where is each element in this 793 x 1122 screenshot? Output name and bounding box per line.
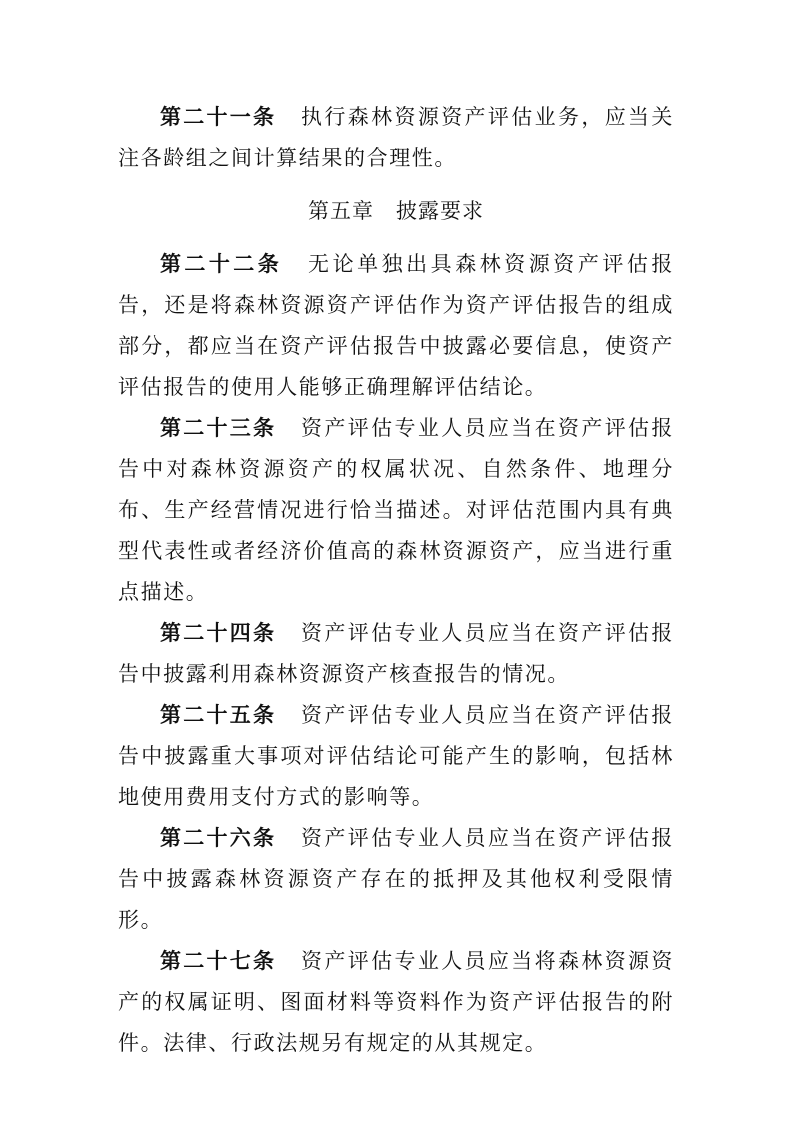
- article-text: 资产评估专业人员应当在资产评估报告中披露森林资源资产存在的抵押及其他权利受限情形。: [118, 826, 675, 932]
- article-26: [118, 818, 674, 941]
- article-text: 资产评估专业人员应当在资产评估报告中披露重大事项对评估结论可能产生的影响，包括林地使用费用支付方式的影响等。: [118, 703, 675, 809]
- chapter-heading: [118, 191, 674, 232]
- article-text: 资产评估专业人员应当在资产评估报告中对森林资源资产的权属状况、自然条件、地理分布、生产经营情况进行恰当描述。对评估范围内具有典型代表性或者经济价值高的森林资源资产，应当进行重点描述。: [118, 416, 675, 604]
- article-23: [118, 408, 674, 613]
- document-page: [118, 97, 674, 1064]
- article-25: [118, 695, 674, 818]
- article-number: 第二十七条: [160, 949, 277, 973]
- chapter-number: 第五章: [308, 199, 374, 223]
- article-text: 执行森林资源资产评估业务，应当关注各龄组之间计算结果的合理性。: [118, 105, 675, 170]
- article-number: 第二十五条: [160, 703, 277, 727]
- article-text: 无论单独出具森林资源资产评估报告，还是将森林资源资产评估作为资产评估报告的组成部分，都应当在资产评估报告中披露必要信息，使资产评估报告的使用人能够正确理解评估结论。: [118, 252, 674, 399]
- article-24: [118, 613, 674, 695]
- article-text: 资产评估专业人员应当将森林资源资产的权属证明、图面材料等资料作为资产评估报告的附件。法律、行政法规另有规定的从其规定。: [118, 949, 675, 1055]
- article-number: 第二十三条: [160, 416, 277, 440]
- article-number: 第二十一条: [160, 105, 277, 129]
- article-text: 资产评估专业人员应当在资产评估报告中披露利用森林资源资产核查报告的情况。: [118, 621, 675, 686]
- article-27: [118, 941, 674, 1064]
- article-22: [118, 244, 674, 408]
- article-number: 第二十四条: [160, 621, 277, 645]
- article-number: 第二十二条: [160, 252, 283, 276]
- chapter-title: 披露要求: [396, 199, 484, 223]
- article-number: 第二十六条: [160, 826, 277, 850]
- article-21: [118, 97, 674, 179]
